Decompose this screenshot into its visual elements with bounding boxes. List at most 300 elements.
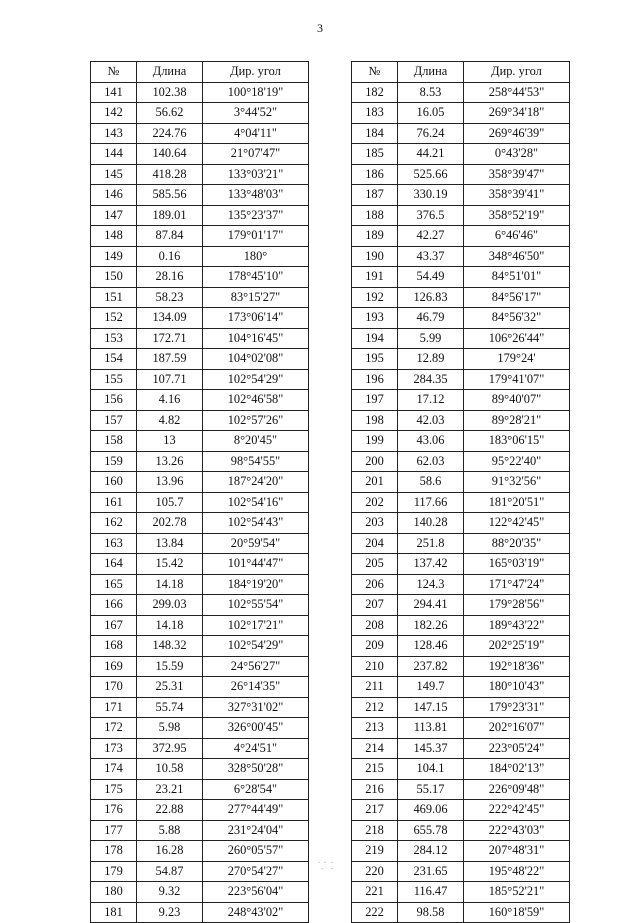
cell-number: 178 — [91, 841, 137, 862]
cell-length: 149.7 — [398, 677, 464, 698]
cell-angle: 89°28'21" — [464, 410, 570, 431]
cell-length: 42.03 — [398, 410, 464, 431]
cell-length: 16.05 — [398, 103, 464, 124]
cell-number: 191 — [352, 267, 398, 288]
cell-length: 12.89 — [398, 349, 464, 370]
table-row — [91, 882, 309, 903]
cell-length: 116.47 — [398, 882, 464, 903]
cell-number: 162 — [91, 513, 137, 534]
cell-length: 76.24 — [398, 123, 464, 144]
cell-length: 14.18 — [137, 615, 203, 636]
cell-length: 145.37 — [398, 738, 464, 759]
cell-number: 188 — [352, 205, 398, 226]
cell-angle: 102°55'54" — [203, 595, 309, 616]
cell-angle: 165°03'19" — [464, 554, 570, 575]
table-row — [91, 144, 309, 165]
cell-length: 46.79 — [398, 308, 464, 329]
cell-length: 22.88 — [137, 800, 203, 821]
table-row — [91, 246, 309, 267]
cell-angle: 223°56'04" — [203, 882, 309, 903]
cell-angle: 180°10'43" — [464, 677, 570, 698]
coordinates-table-right — [351, 61, 570, 923]
cell-angle: 89°40'07" — [464, 390, 570, 411]
header-length: Длина — [137, 62, 203, 83]
cell-length: 113.81 — [398, 718, 464, 739]
table-row — [91, 513, 309, 534]
cell-number: 147 — [91, 205, 137, 226]
table-row — [352, 902, 570, 923]
cell-number: 206 — [352, 574, 398, 595]
table-row — [91, 308, 309, 329]
cell-length: 104.1 — [398, 759, 464, 780]
cell-angle: 173°06'14" — [203, 308, 309, 329]
cell-number: 199 — [352, 431, 398, 452]
cell-length: 5.98 — [137, 718, 203, 739]
cell-length: 9.32 — [137, 882, 203, 903]
table-row — [91, 533, 309, 554]
header-angle: Дир. угол — [464, 62, 570, 83]
table-row — [91, 554, 309, 575]
scan-artifact: ⸪ ⁚ — [318, 861, 334, 872]
table-row — [352, 349, 570, 370]
cell-length: 372.95 — [137, 738, 203, 759]
cell-number: 190 — [352, 246, 398, 267]
table-row — [352, 738, 570, 759]
cell-length: 0.16 — [137, 246, 203, 267]
cell-number: 213 — [352, 718, 398, 739]
table-row — [352, 185, 570, 206]
table-row — [91, 205, 309, 226]
cell-angle: 0°43'28" — [464, 144, 570, 165]
cell-angle: 202°25'19" — [464, 636, 570, 657]
cell-angle: 179°23'31" — [464, 697, 570, 718]
coordinates-table-left — [90, 61, 309, 923]
header-length: Длина — [398, 62, 464, 83]
cell-number: 219 — [352, 841, 398, 862]
cell-length: 23.21 — [137, 779, 203, 800]
table-row — [91, 595, 309, 616]
cell-angle: 270°54'27" — [203, 861, 309, 882]
table-row — [91, 841, 309, 862]
table-row — [91, 738, 309, 759]
cell-length: 330.19 — [398, 185, 464, 206]
table-row — [352, 410, 570, 431]
cell-angle: 84°56'17" — [464, 287, 570, 308]
table-row — [91, 861, 309, 882]
cell-angle: 24°56'27" — [203, 656, 309, 677]
cell-number: 173 — [91, 738, 137, 759]
cell-length: 14.18 — [137, 574, 203, 595]
cell-number: 148 — [91, 226, 137, 247]
table-row — [352, 390, 570, 411]
table-row — [352, 492, 570, 513]
cell-number: 207 — [352, 595, 398, 616]
cell-number: 145 — [91, 164, 137, 185]
cell-number: 151 — [91, 287, 137, 308]
cell-number: 163 — [91, 533, 137, 554]
cell-number: 205 — [352, 554, 398, 575]
cell-length: 525.66 — [398, 164, 464, 185]
cell-angle: 20°59'54" — [203, 533, 309, 554]
cell-length: 655.78 — [398, 820, 464, 841]
cell-length: 126.83 — [398, 287, 464, 308]
cell-angle: 222°43'03" — [464, 820, 570, 841]
cell-number: 215 — [352, 759, 398, 780]
cell-number: 154 — [91, 349, 137, 370]
cell-angle: 223°05'24" — [464, 738, 570, 759]
table-row — [352, 677, 570, 698]
cell-length: 43.06 — [398, 431, 464, 452]
cell-number: 197 — [352, 390, 398, 411]
cell-length: 56.62 — [137, 103, 203, 124]
cell-angle: 98°54'55" — [203, 451, 309, 472]
table-row — [91, 287, 309, 308]
cell-length: 469.06 — [398, 800, 464, 821]
cell-number: 193 — [352, 308, 398, 329]
cell-length: 224.76 — [137, 123, 203, 144]
table-row — [91, 369, 309, 390]
cell-angle: 133°48'03" — [203, 185, 309, 206]
cell-angle: 179°01'17" — [203, 226, 309, 247]
cell-number: 195 — [352, 349, 398, 370]
cell-angle: 6°28'54" — [203, 779, 309, 800]
cell-number: 171 — [91, 697, 137, 718]
cell-number: 222 — [352, 902, 398, 923]
cell-length: 137.42 — [398, 554, 464, 575]
cell-number: 179 — [91, 861, 137, 882]
cell-number: 185 — [352, 144, 398, 165]
cell-number: 184 — [352, 123, 398, 144]
cell-number: 186 — [352, 164, 398, 185]
cell-length: 294.41 — [398, 595, 464, 616]
cell-length: 13 — [137, 431, 203, 452]
table-row — [352, 574, 570, 595]
cell-angle: 160°18'59" — [464, 902, 570, 923]
cell-length: 251.8 — [398, 533, 464, 554]
cell-number: 202 — [352, 492, 398, 513]
cell-angle: 102°57'26" — [203, 410, 309, 431]
cell-angle: 326°00'45" — [203, 718, 309, 739]
cell-angle: 122°42'45" — [464, 513, 570, 534]
cell-angle: 102°54'29" — [203, 636, 309, 657]
table-row — [352, 759, 570, 780]
header-number: № — [91, 62, 137, 83]
cell-angle: 192°18'36" — [464, 656, 570, 677]
cell-number: 169 — [91, 656, 137, 677]
cell-length: 28.16 — [137, 267, 203, 288]
cell-number: 168 — [91, 636, 137, 657]
cell-angle: 135°23'37" — [203, 205, 309, 226]
cell-angle: 83°15'27" — [203, 287, 309, 308]
table-row — [91, 226, 309, 247]
cell-angle: 207°48'31" — [464, 841, 570, 862]
table-row — [352, 861, 570, 882]
cell-length: 147.15 — [398, 697, 464, 718]
table-row — [91, 349, 309, 370]
table-row — [352, 882, 570, 903]
cell-number: 144 — [91, 144, 137, 165]
cell-angle: 226°09'48" — [464, 779, 570, 800]
cell-number: 165 — [91, 574, 137, 595]
cell-angle: 179°24' — [464, 349, 570, 370]
table-row — [352, 554, 570, 575]
table-row — [91, 185, 309, 206]
cell-number: 217 — [352, 800, 398, 821]
cell-number: 172 — [91, 718, 137, 739]
cell-length: 376.5 — [398, 205, 464, 226]
cell-number: 181 — [91, 902, 137, 923]
table-row — [352, 369, 570, 390]
cell-length: 15.42 — [137, 554, 203, 575]
cell-angle: 8°20'45" — [203, 431, 309, 452]
table-row — [91, 759, 309, 780]
cell-number: 153 — [91, 328, 137, 349]
cell-angle: 231°24'04" — [203, 820, 309, 841]
cell-number: 176 — [91, 800, 137, 821]
cell-length: 148.32 — [137, 636, 203, 657]
table-row — [91, 164, 309, 185]
cell-number: 180 — [91, 882, 137, 903]
cell-length: 5.88 — [137, 820, 203, 841]
cell-length: 237.82 — [398, 656, 464, 677]
cell-number: 146 — [91, 185, 137, 206]
table-row — [91, 431, 309, 452]
table-row — [352, 636, 570, 657]
cell-length: 98.58 — [398, 902, 464, 923]
cell-angle: 102°54'43" — [203, 513, 309, 534]
table-row — [91, 410, 309, 431]
cell-number: 141 — [91, 82, 137, 103]
cell-number: 166 — [91, 595, 137, 616]
cell-length: 231.65 — [398, 861, 464, 882]
cell-number: 164 — [91, 554, 137, 575]
cell-length: 13.84 — [137, 533, 203, 554]
cell-number: 182 — [352, 82, 398, 103]
cell-length: 55.17 — [398, 779, 464, 800]
table-row — [352, 144, 570, 165]
cell-number: 200 — [352, 451, 398, 472]
cell-number: 209 — [352, 636, 398, 657]
cell-length: 172.71 — [137, 328, 203, 349]
cell-number: 174 — [91, 759, 137, 780]
table-row — [91, 656, 309, 677]
cell-angle: 100°18'19" — [203, 82, 309, 103]
cell-length: 187.59 — [137, 349, 203, 370]
cell-number: 211 — [352, 677, 398, 698]
cell-number: 161 — [91, 492, 137, 513]
cell-angle: 178°45'10" — [203, 267, 309, 288]
cell-length: 55.74 — [137, 697, 203, 718]
cell-length: 102.38 — [137, 82, 203, 103]
cell-length: 25.31 — [137, 677, 203, 698]
table-row — [352, 841, 570, 862]
cell-number: 212 — [352, 697, 398, 718]
cell-length: 140.64 — [137, 144, 203, 165]
table-row — [91, 697, 309, 718]
cell-length: 17.12 — [398, 390, 464, 411]
cell-angle: 179°28'56" — [464, 595, 570, 616]
table-row — [91, 902, 309, 923]
cell-length: 42.27 — [398, 226, 464, 247]
table-row — [91, 820, 309, 841]
cell-number: 221 — [352, 882, 398, 903]
cell-angle: 95°22'40" — [464, 451, 570, 472]
table-row — [352, 82, 570, 103]
table-row — [352, 800, 570, 821]
cell-number: 183 — [352, 103, 398, 124]
cell-angle: 133°03'21" — [203, 164, 309, 185]
table-row — [91, 615, 309, 636]
cell-length: 54.87 — [137, 861, 203, 882]
table-row — [91, 779, 309, 800]
table-row — [91, 390, 309, 411]
table-row — [352, 656, 570, 677]
cell-length: 284.35 — [398, 369, 464, 390]
table-row — [352, 308, 570, 329]
cell-number: 194 — [352, 328, 398, 349]
cell-angle: 258°44'53" — [464, 82, 570, 103]
table-row — [352, 246, 570, 267]
cell-number: 198 — [352, 410, 398, 431]
table-row — [352, 287, 570, 308]
table-row — [91, 451, 309, 472]
cell-angle: 184°19'20" — [203, 574, 309, 595]
table-row — [352, 615, 570, 636]
cell-length: 43.37 — [398, 246, 464, 267]
cell-number: 201 — [352, 472, 398, 493]
cell-angle: 179°41'07" — [464, 369, 570, 390]
cell-number: 204 — [352, 533, 398, 554]
cell-angle: 260°05'57" — [203, 841, 309, 862]
table-header-row — [91, 62, 309, 83]
cell-angle: 6°46'46" — [464, 226, 570, 247]
cell-angle: 187°24'20" — [203, 472, 309, 493]
table-row — [352, 779, 570, 800]
cell-number: 142 — [91, 103, 137, 124]
cell-length: 58.23 — [137, 287, 203, 308]
table-row — [91, 492, 309, 513]
cell-number: 159 — [91, 451, 137, 472]
cell-number: 187 — [352, 185, 398, 206]
table-row — [352, 226, 570, 247]
cell-angle: 328°50'28" — [203, 759, 309, 780]
header-angle: Дир. угол — [203, 62, 309, 83]
cell-angle: 202°16'07" — [464, 718, 570, 739]
cell-length: 16.28 — [137, 841, 203, 862]
cell-angle: 195°48'22" — [464, 861, 570, 882]
table-row — [91, 718, 309, 739]
cell-length: 182.26 — [398, 615, 464, 636]
cell-angle: 183°06'15" — [464, 431, 570, 452]
cell-angle: 102°54'29" — [203, 369, 309, 390]
header-number: № — [352, 62, 398, 83]
cell-number: 210 — [352, 656, 398, 677]
table-row — [91, 82, 309, 103]
cell-angle: 358°39'41" — [464, 185, 570, 206]
table-row — [352, 164, 570, 185]
cell-length: 13.96 — [137, 472, 203, 493]
cell-angle: 358°52'19" — [464, 205, 570, 226]
cell-angle: 248°43'02" — [203, 902, 309, 923]
cell-length: 58.6 — [398, 472, 464, 493]
cell-number: 150 — [91, 267, 137, 288]
cell-length: 44.21 — [398, 144, 464, 165]
cell-angle: 181°20'51" — [464, 492, 570, 513]
cell-length: 140.28 — [398, 513, 464, 534]
cell-angle: 3°44'52" — [203, 103, 309, 124]
table-row — [352, 267, 570, 288]
cell-number: 177 — [91, 820, 137, 841]
cell-angle: 171°47'24" — [464, 574, 570, 595]
cell-angle: 4°24'51" — [203, 738, 309, 759]
cell-angle: 102°46'58" — [203, 390, 309, 411]
table-row — [352, 328, 570, 349]
cell-length: 54.49 — [398, 267, 464, 288]
cell-length: 117.66 — [398, 492, 464, 513]
cell-length: 128.46 — [398, 636, 464, 657]
table-row — [91, 267, 309, 288]
cell-angle: 26°14'35" — [203, 677, 309, 698]
cell-number: 214 — [352, 738, 398, 759]
cell-angle: 84°56'32" — [464, 308, 570, 329]
cell-angle: 102°17'21" — [203, 615, 309, 636]
cell-length: 10.58 — [137, 759, 203, 780]
cell-length: 585.56 — [137, 185, 203, 206]
cell-length: 5.99 — [398, 328, 464, 349]
cell-angle: 185°52'21" — [464, 882, 570, 903]
table-row — [352, 697, 570, 718]
cell-number: 192 — [352, 287, 398, 308]
cell-angle: 104°16'45" — [203, 328, 309, 349]
cell-length: 87.84 — [137, 226, 203, 247]
cell-length: 189.01 — [137, 205, 203, 226]
cell-angle: 4°04'11" — [203, 123, 309, 144]
cell-angle: 222°42'45" — [464, 800, 570, 821]
cell-number: 203 — [352, 513, 398, 534]
cell-number: 152 — [91, 308, 137, 329]
cell-angle: 101°44'47" — [203, 554, 309, 575]
cell-angle: 348°46'50" — [464, 246, 570, 267]
table-row — [352, 103, 570, 124]
cell-number: 175 — [91, 779, 137, 800]
cell-angle: 269°34'18" — [464, 103, 570, 124]
cell-number: 143 — [91, 123, 137, 144]
table-row — [91, 328, 309, 349]
cell-number: 160 — [91, 472, 137, 493]
cell-length: 124.3 — [398, 574, 464, 595]
cell-length: 4.16 — [137, 390, 203, 411]
table-row — [352, 451, 570, 472]
table-row — [91, 103, 309, 124]
cell-angle: 180° — [203, 246, 309, 267]
cell-length: 8.53 — [398, 82, 464, 103]
table-header-row — [352, 62, 570, 83]
cell-angle: 189°43'22" — [464, 615, 570, 636]
cell-number: 158 — [91, 431, 137, 452]
cell-length: 13.26 — [137, 451, 203, 472]
table-row — [352, 123, 570, 144]
table-row — [91, 636, 309, 657]
cell-number: 170 — [91, 677, 137, 698]
table-row — [91, 677, 309, 698]
cell-angle: 21°07'47" — [203, 144, 309, 165]
cell-number: 189 — [352, 226, 398, 247]
cell-length: 134.09 — [137, 308, 203, 329]
cell-number: 196 — [352, 369, 398, 390]
table-row — [352, 718, 570, 739]
cell-length: 4.82 — [137, 410, 203, 431]
cell-angle: 102°54'16" — [203, 492, 309, 513]
